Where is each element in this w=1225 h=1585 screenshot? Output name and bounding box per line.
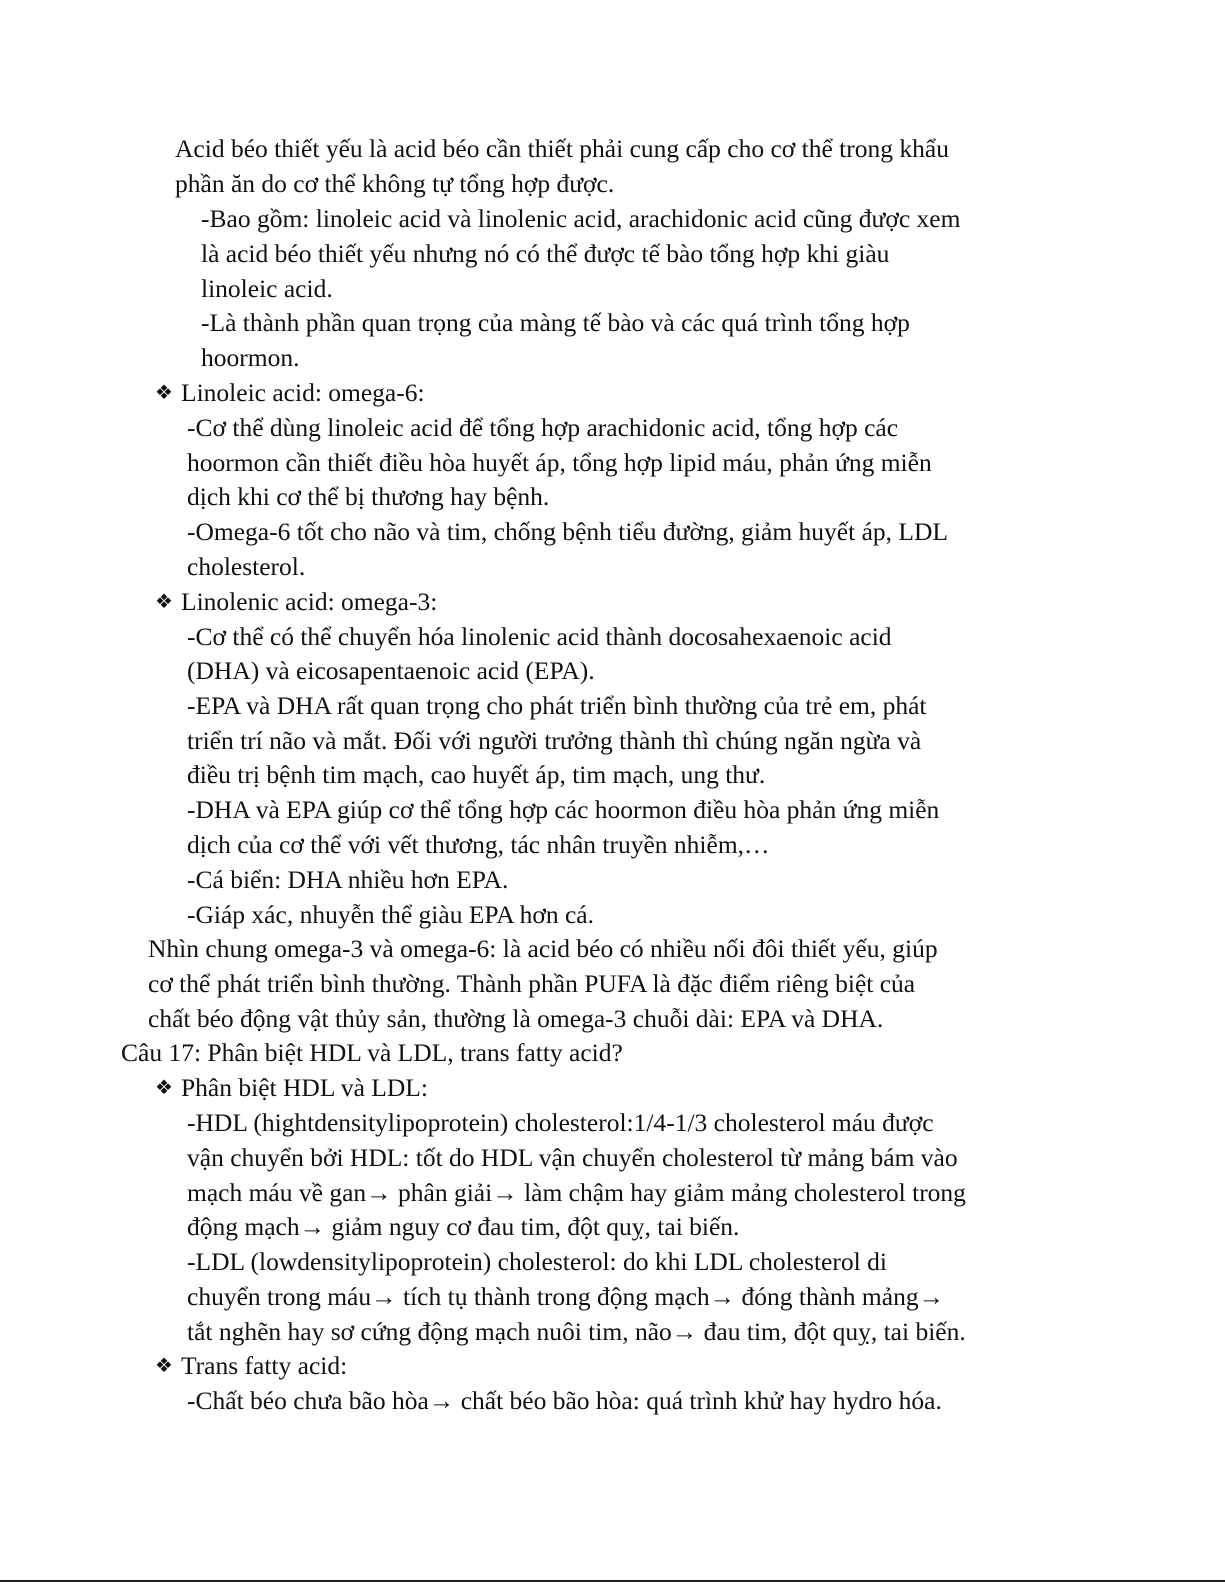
paragraph-line: là acid béo thiết yếu nhưng nó có thể được tế bào tổng hợp khi giàu bbox=[201, 239, 890, 268]
bullet-heading-trans-fatty-acid: ❖ Trans fatty acid: bbox=[155, 1349, 347, 1383]
paragraph-line: (DHA) và eicosapentaenoic acid (EPA). bbox=[187, 656, 595, 685]
bullet-heading-linolenic: ❖ Linolenic acid: omega-3: bbox=[155, 585, 437, 619]
bullet-heading-hdl-ldl: ❖ Phân biệt HDL và LDL: bbox=[155, 1071, 428, 1105]
paragraph-line: dịch khi cơ thể bị thương hay bệnh. bbox=[187, 482, 550, 511]
paragraph-line: vận chuyển bởi HDL: tốt do HDL vận chuyển cholesterol từ mảng bám vào bbox=[187, 1143, 958, 1172]
diamond-bullet-icon: ❖ bbox=[155, 382, 173, 404]
paragraph-line: -Cơ thể dùng linoleic acid để tổng hợp arachidonic acid, tổng hợp các bbox=[187, 413, 899, 442]
paragraph-line: động mạch→ giảm nguy cơ đau tim, đột quỵ, tai biến. bbox=[187, 1212, 740, 1241]
paragraph-line: mạch máu về gan→ phân giải→ làm chậm hay giảm mảng cholesterol trong bbox=[187, 1178, 966, 1207]
bullet-heading-linoleic: ❖ Linoleic acid: omega-6: bbox=[155, 376, 425, 410]
paragraph-line: -Chất béo chưa bão hòa→ chất béo bão hòa: quá trình khử hay hydro hóa. bbox=[187, 1386, 942, 1415]
paragraph-line: triển trí não và mắt. Đối với người trưởng thành thì chúng ngăn ngừa và bbox=[187, 726, 922, 755]
paragraph-line: -EPA và DHA rất quan trọng cho phát triển bình thường của trẻ em, phát bbox=[187, 691, 927, 720]
question-heading: Câu 17: Phân biệt HDL và LDL, trans fatty acid? bbox=[121, 1038, 623, 1067]
paragraph-line: Acid béo thiết yếu là acid béo cần thiết phải cung cấp cho cơ thể trong khẩu bbox=[175, 134, 949, 163]
diamond-bullet-icon: ❖ bbox=[155, 1355, 173, 1377]
paragraph-line: hoormon cần thiết điều hòa huyết áp, tổng hợp lipid máu, phản ứng miễn bbox=[187, 448, 932, 477]
paragraph-line: -DHA và EPA giúp cơ thể tổng hợp các hoormon điều hòa phản ứng miễn bbox=[187, 795, 940, 824]
paragraph-line: -Giáp xác, nhuyễn thể giàu EPA hơn cá. bbox=[187, 900, 594, 929]
paragraph-line: tắt nghẽn hay sơ cứng động mạch nuôi tim, não→ đau tim, đột quỵ, tai biến. bbox=[187, 1317, 966, 1346]
paragraph-line: -Cơ thể có thể chuyển hóa linolenic acid thành docosahexaenoic acid bbox=[187, 622, 892, 651]
paragraph-line: -Là thành phần quan trọng của màng tế bào và các quá trình tổng hợp bbox=[201, 308, 910, 337]
paragraph-line: -Omega-6 tốt cho não và tim, chống bệnh tiểu đường, giảm huyết áp, LDL bbox=[187, 517, 948, 546]
diamond-bullet-icon: ❖ bbox=[155, 1077, 173, 1099]
paragraph-line: dịch của cơ thể với vết thương, tác nhân truyền nhiễm,… bbox=[187, 830, 770, 859]
paragraph-line: -Bao gồm: linoleic acid và linolenic acid, arachidonic acid cũng được xem bbox=[201, 204, 961, 233]
paragraph-line: chất béo động vật thủy sản, thường là omega-3 chuỗi dài: EPA và DHA. bbox=[148, 1004, 884, 1033]
paragraph-line: điều trị bệnh tim mạch, cao huyết áp, tim mạch, ung thư. bbox=[187, 760, 766, 789]
paragraph-line: -Cá biển: DHA nhiều hơn EPA. bbox=[187, 865, 509, 894]
paragraph-line: hoormon. bbox=[201, 343, 300, 372]
diamond-bullet-icon: ❖ bbox=[155, 591, 173, 613]
paragraph-line: Nhìn chung omega-3 và omega-6: là acid béo có nhiều nối đôi thiết yếu, giúp bbox=[148, 934, 938, 963]
paragraph-line: linoleic acid. bbox=[201, 274, 333, 303]
paragraph-line: phần ăn do cơ thể không tự tổng hợp được. bbox=[175, 169, 615, 198]
paragraph-line: cơ thể phát triển bình thường. Thành phần PUFA là đặc điểm riêng biệt của bbox=[148, 969, 916, 998]
paragraph-line: cholesterol. bbox=[187, 552, 306, 581]
paragraph-line: -LDL (lowdensitylipoprotein) cholesterol: do khi LDL cholesterol di bbox=[187, 1247, 887, 1276]
paragraph-line: -HDL (hightdensitylipoprotein) cholesterol:1/4-1/3 cholesterol máu được bbox=[187, 1108, 934, 1137]
page-bottom-rule bbox=[0, 1580, 1225, 1582]
paragraph-line: chuyển trong máu→ tích tụ thành trong động mạch→ đóng thành mảng→ bbox=[187, 1282, 945, 1311]
